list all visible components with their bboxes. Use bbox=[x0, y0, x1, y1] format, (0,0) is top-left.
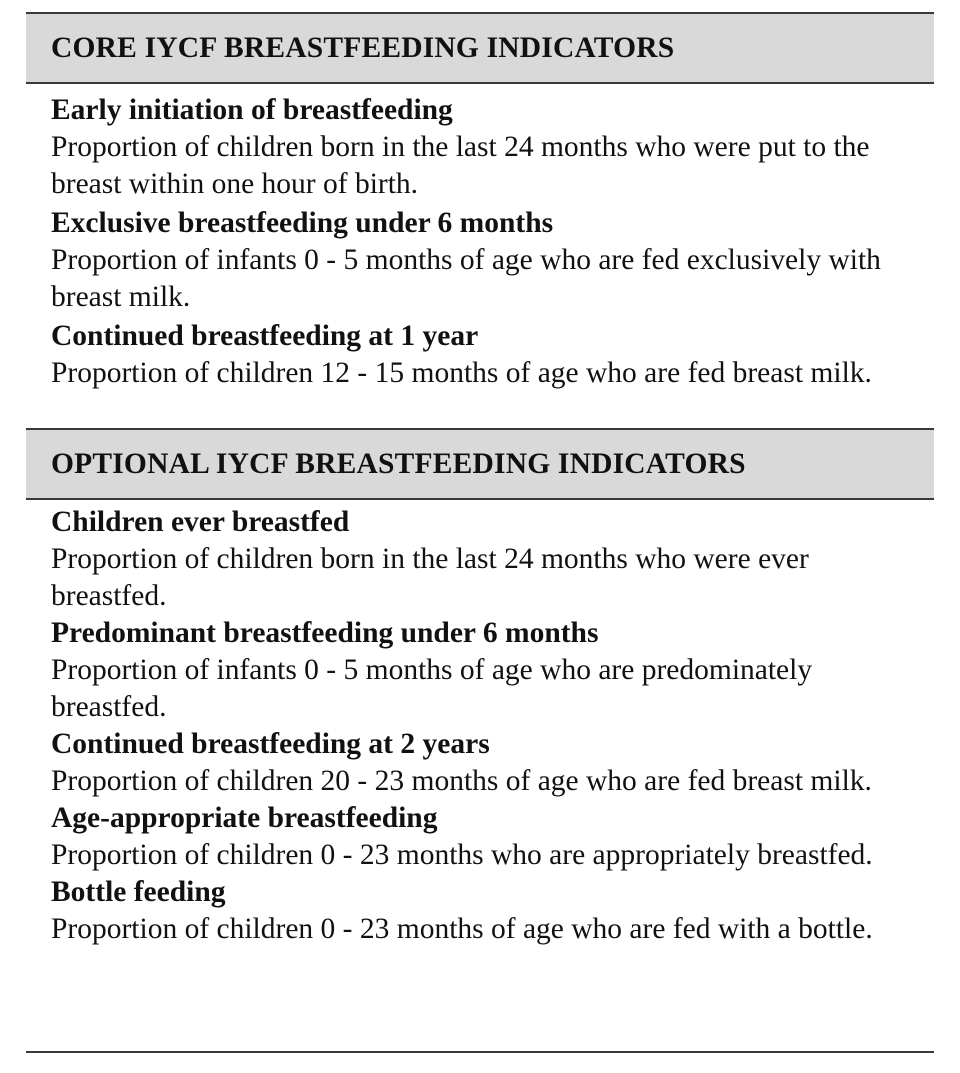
indicator-item bbox=[51, 726, 924, 800]
indicator-item bbox=[51, 504, 924, 615]
indicators-table bbox=[26, 12, 934, 1053]
indicator-item bbox=[51, 874, 924, 948]
optional-section-heading: OPTIONAL IYCF BREASTFEEDING INDICATORS bbox=[26, 430, 934, 498]
indicator-title: Age-appropriate breastfeeding bbox=[51, 802, 438, 834]
indicator-description: Proportion of children 12 - 15 months of age who are fed breast milk. bbox=[51, 357, 872, 389]
optional-indicators-list bbox=[26, 500, 934, 1051]
indicator-item bbox=[51, 205, 924, 316]
indicator-title: Bottle feeding bbox=[51, 876, 226, 908]
bottom-rule bbox=[26, 1051, 934, 1053]
indicator-description: Proportion of children born in the last 24 months who were ever breastfed. bbox=[51, 543, 809, 612]
indicator-item bbox=[51, 615, 924, 726]
indicator-title: Early initiation of breastfeeding bbox=[51, 94, 453, 126]
indicator-description: Proportion of children 0 - 23 months who are appropriately breastfed. bbox=[51, 839, 873, 871]
indicator-title: Continued breastfeeding at 1 year bbox=[51, 320, 479, 352]
indicator-description: Proportion of infants 0 - 5 months of age who are predominately breastfed. bbox=[51, 654, 813, 723]
indicator-description: Proportion of children born in the last 24 months who were put to the breast within one hour of birth. bbox=[51, 131, 870, 200]
indicator-description: Proportion of children 20 - 23 months of age who are fed breast milk. bbox=[51, 765, 872, 797]
indicator-title: Predominant breastfeeding under 6 months bbox=[51, 617, 599, 649]
indicator-description: Proportion of infants 0 - 5 months of age who are fed exclusively with breast milk. bbox=[51, 244, 881, 313]
indicator-title: Children ever breastfed bbox=[51, 506, 350, 538]
indicator-description: Proportion of children 0 - 23 months of age who are fed with a bottle. bbox=[51, 913, 873, 945]
indicator-item bbox=[51, 92, 924, 203]
core-indicators-list bbox=[26, 84, 934, 428]
indicator-title: Exclusive breastfeeding under 6 months bbox=[51, 207, 554, 239]
indicator-item bbox=[51, 318, 924, 392]
core-section-heading: CORE IYCF BREASTFEEDING INDICATORS bbox=[26, 14, 934, 82]
indicator-title: Continued breastfeeding at 2 years bbox=[51, 728, 490, 760]
indicator-item bbox=[51, 800, 924, 874]
